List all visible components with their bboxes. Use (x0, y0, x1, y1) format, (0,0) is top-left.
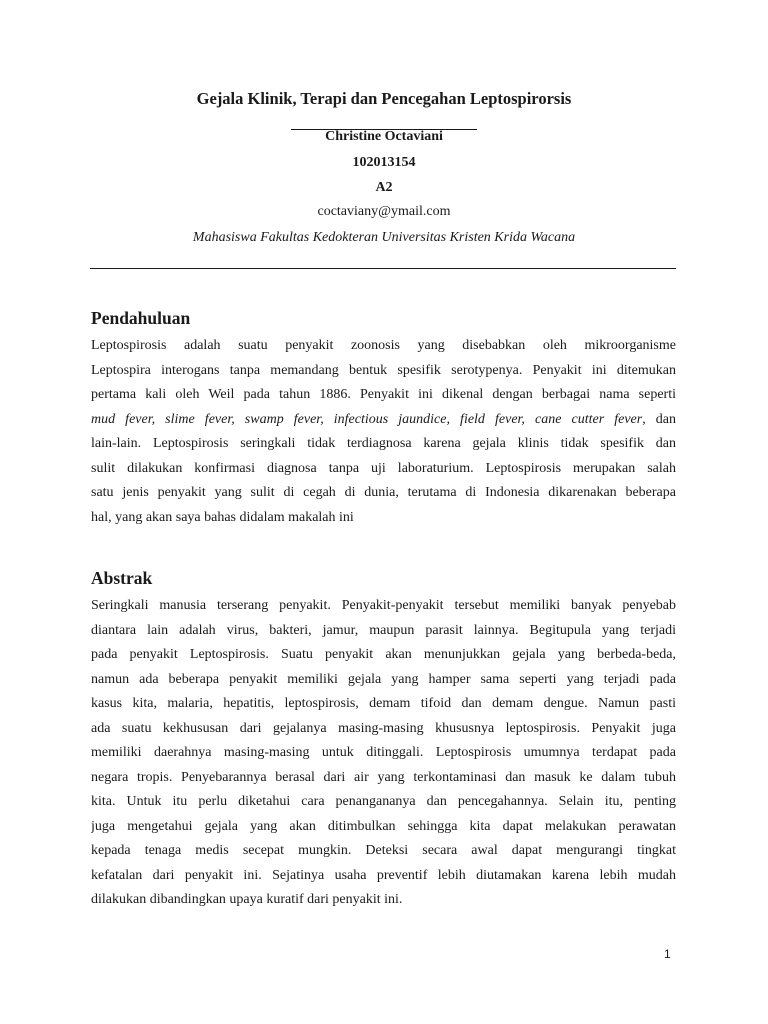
paragraph-line: memiliki daerahnya masing-masing untuk ditinggali. Leptospirosis umumnya terdapat pada (91, 745, 676, 760)
section-heading-pendahuluan: Pendahuluan (91, 308, 191, 328)
paragraph-line: juga mengetahui gejala yang akan ditimbulkan sehingga kita dapat melakukan perawatan (91, 818, 676, 834)
paragraph-line: namun ada beberapa penyakit memiliki gejala yang hamper sama seperti yang terjadi pada (91, 671, 676, 687)
paragraph-line: kita. Untuk itu perlu diketahui cara penangananya dan pencegahannya. Selain itu, penting (91, 794, 676, 809)
section-heading-abstrak: Abstrak (91, 568, 153, 588)
paragraph-line: hal, yang akan saya bahas didalam makalah ini (91, 509, 354, 525)
paragraph-line-italic-names (91, 408, 676, 433)
paragraph-line: Leptospirosis adalah suatu penyakit zoonosis yang disebabkan oleh mikroorganisme (91, 338, 676, 353)
paragraph-line: Seringkali manusia terserang penyakit. Penyakit-penyakit tersebut memiliki banyak penyebab (91, 598, 676, 613)
author-name: Christine Octaviani (325, 129, 443, 144)
paragraph-line: negara tropis. Penyebarannya berasal dari air yang terkontaminasi dan masuk ke dalam tubuh (91, 769, 676, 785)
paragraph-line: satu jenis penyakit yang sulit di cegah di dunia, terutama di Indonesia dikarenakan beberapa (91, 485, 676, 500)
paragraph-line: ada suatu kekhususan dari gejalanya masing-masing khususnya leptospirosis. Penyakit juga (91, 720, 676, 736)
student-id: 102013154 (352, 155, 416, 170)
paragraph-line: kefatalan dari penyakit ini. Sejatinya usaha preventif lebih diutamakan karena lebih mudah (91, 867, 676, 883)
paragraph-line: kasus kita, malaria, hepatitis, leptospirosis, demam tifoid dan demam dengue. Namun pasti (91, 696, 676, 711)
header-separator (90, 268, 676, 269)
paragraph-line: Leptospira interogans tanpa memandang bentuk spesifik serotypenya. Penyakit ini ditemukan (91, 362, 676, 378)
paragraph-line: sulit dilakukan konfirmasi diagnosa tanpa uji laboraturium. Leptospirosis merupakan salah (91, 460, 676, 476)
author-email: coctaviany@ymail.com (317, 204, 451, 219)
paragraph-line: pada penyakit Leptospirosis. Suatu penyakit akan menunjukkan gejala yang berbeda-beda, (91, 647, 676, 662)
alias-list-suffix: , dan (642, 411, 676, 427)
paragraph-line: diantara lain adalah virus, bakteri, jamur, maupun parasit lainnya. Begitupula yang terjadi (91, 622, 676, 638)
paragraph-pendahuluan (91, 334, 676, 530)
paragraph-line: pertama kali oleh Weil pada tahun 1886. Penyakit ini dikenal dengan berbagai nama seperti (91, 387, 676, 402)
paragraph-line: dilakukan dibandingkan upaya kuratif dari penyakit ini. (91, 892, 403, 907)
class-code: A2 (375, 180, 393, 195)
disease-alias-list: mud fever, slime fever, swamp fever, infectious jaundice, field fever, cane cutter fever (91, 411, 643, 427)
paper-title: Gejala Klinik, Terapi dan Pencegahan Leptospirorsis (196, 89, 572, 108)
paragraph-line: lain-lain. Leptospirosis seringkali tidak terdiagnosa karena gejala klinis tidak spesifik dan (91, 436, 676, 451)
paragraph-line: kepada tenaga medis secepat mungkin. Deteksi secara awal dapat mengurangi tingkat (91, 843, 676, 858)
page-number: 1 (664, 947, 671, 961)
author-affiliation: Mahasiswa Fakultas Kedokteran Universitas Kristen Krida Wacana (192, 230, 576, 245)
paragraph-abstrak (91, 594, 676, 913)
